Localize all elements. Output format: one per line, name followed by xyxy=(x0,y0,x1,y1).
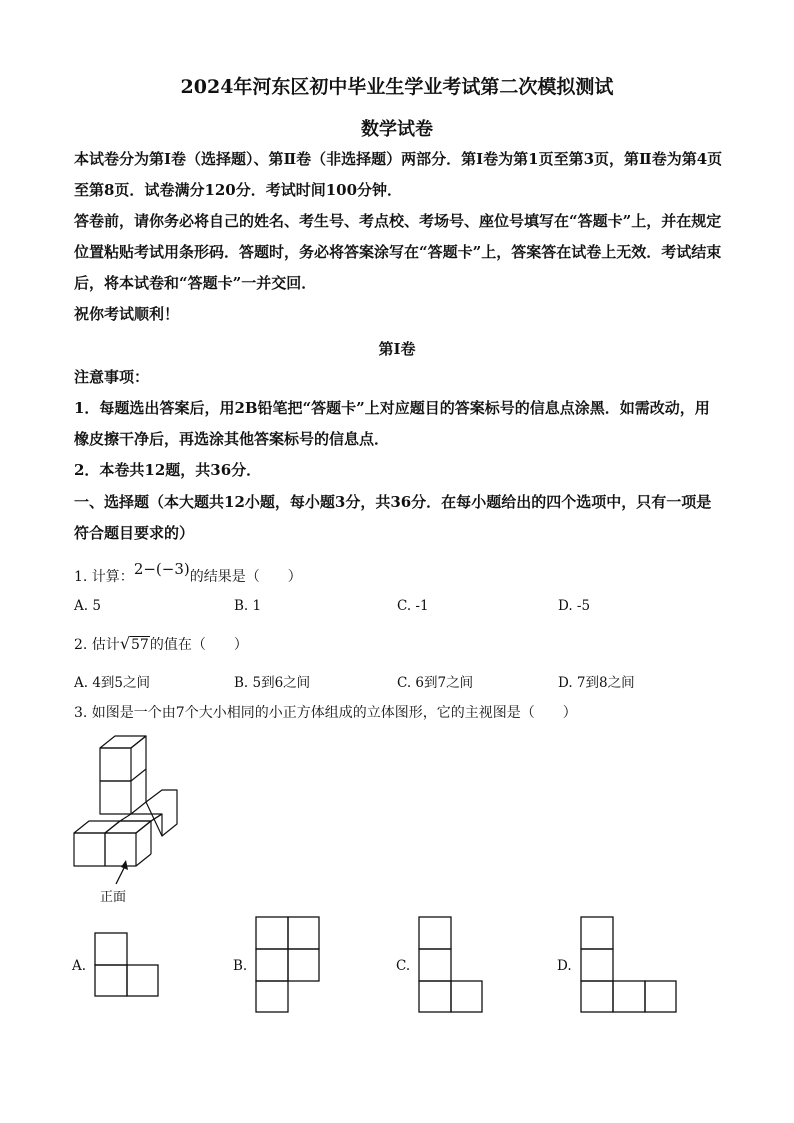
question-1-expression: 2−(−3) xyxy=(133,560,190,578)
q3-option-c-figure[interactable] xyxy=(418,916,484,1014)
question-1-prefix: 1. 计算： xyxy=(74,569,134,585)
q1-option-d[interactable]: D. -5 xyxy=(558,598,591,614)
intro-paragraph-1: 本试卷分为第Ⅰ卷（选择题）、第Ⅱ卷（非选择题）两部分．第Ⅰ卷为第1页至第3页，第Ⅱ卷为第4页至第8页．试卷满分120分．考试时间100分钟． xyxy=(74,150,723,199)
q3-option-a-label[interactable]: A. xyxy=(72,958,87,974)
intro-paragraph-2: 答卷前，请你务必将自己的姓名、考生号、考点校、考场号、座位号填写在“答题卡”上，并在规定位置粘贴考试用条形码．答题时，务必将答案涂写在“答题卡”上，答案答在试卷上无效．考试结束后，将本试卷和“答题卡”一并交回． xyxy=(74,212,722,292)
q3-option-c-label[interactable]: C. xyxy=(396,958,411,974)
notes-title: 注意事项： xyxy=(74,368,150,386)
note-1: 1．每题选出答案后，用2B铅笔把“答题卡”上对应题目的答案标号的信息点涂黑．如需改动，用橡皮擦干净后，再选涂其他答案标号的信息点． xyxy=(74,399,710,448)
q3-option-d-label[interactable]: D. xyxy=(557,958,572,974)
question-2 xyxy=(74,634,248,654)
q3-option-b-label[interactable]: B. xyxy=(233,958,248,974)
q1-option-c[interactable]: C. -1 xyxy=(397,598,429,614)
q2-option-b[interactable]: B. 5到6之间 xyxy=(234,675,311,691)
note-2: 2．本卷共12题，共36分． xyxy=(74,461,262,479)
question-3-stem: 3. 如图是一个由7个大小相同的小正方体组成的立体图形，它的主视图是（ ） xyxy=(74,705,577,721)
q3-option-a-figure[interactable] xyxy=(94,932,160,998)
sqrt-symbol: √ xyxy=(119,634,131,653)
intro-paragraph-3: 祝你考试顺利！ xyxy=(74,305,180,323)
front-label: 正面 xyxy=(100,890,127,905)
part-1-heading: 一、选择题（本大题共12小题，每小题3分，共36分．在每小题给出的四个选项中，只有一项是符合题目要求的） xyxy=(74,493,712,542)
q2-option-d[interactable]: D. 7到8之间 xyxy=(558,675,635,691)
q1-option-a[interactable]: A. 5 xyxy=(74,598,101,614)
section-heading: 第Ⅰ卷 xyxy=(378,340,416,358)
q3-option-d-figure[interactable] xyxy=(580,916,678,1014)
q2-option-c[interactable]: C. 6到7之间 xyxy=(397,675,474,691)
page-title: 2024年河东区初中毕业生学业考试第二次模拟测试 xyxy=(180,76,614,98)
arrow-icon xyxy=(112,858,132,888)
question-2-prefix: 2. 估计 xyxy=(74,637,120,653)
q1-option-b[interactable]: B. 1 xyxy=(234,598,262,614)
question-2-radicand: 57 xyxy=(131,637,149,653)
page-subtitle: 数学试卷 xyxy=(361,119,433,140)
q3-option-b-figure[interactable] xyxy=(255,916,321,1014)
question-2-suffix: 的值在（ ） xyxy=(149,637,248,653)
question-1-suffix: 的结果是（ ） xyxy=(189,569,302,585)
q2-option-a[interactable]: A. 4到5之间 xyxy=(74,675,151,691)
question-1 xyxy=(74,560,302,586)
